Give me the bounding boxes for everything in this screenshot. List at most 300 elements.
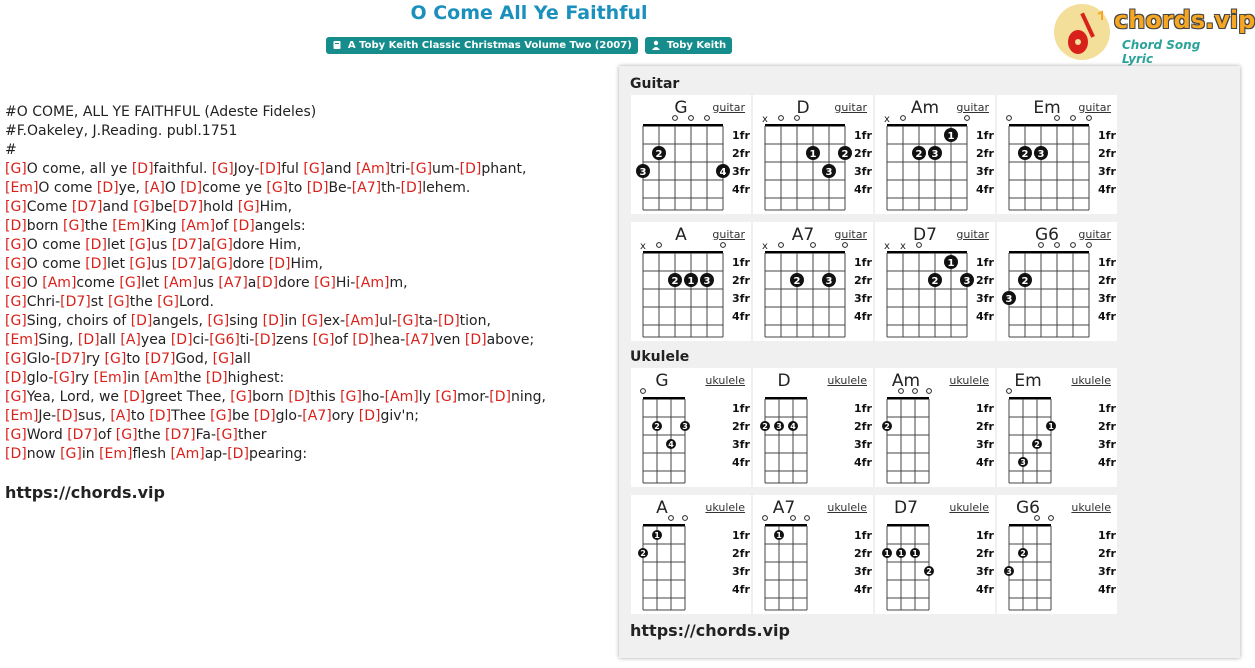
fret-label: 3fr (854, 565, 872, 578)
ukulele-chord-card-d7[interactable] (875, 495, 995, 614)
ukulele-chord-diagram (753, 495, 873, 614)
lyric-line (5, 236, 605, 255)
open-string-marker (641, 389, 646, 394)
finger-number: 2 (884, 422, 890, 431)
muted-string-marker: x (884, 114, 890, 125)
ukulele-chord-diagram (631, 495, 751, 614)
finger-number: 3 (963, 276, 971, 287)
fret-label: 4fr (854, 310, 872, 323)
open-string-marker (763, 516, 768, 521)
fret-label: 2fr (1098, 420, 1116, 433)
open-string-marker (683, 516, 688, 521)
chord-tag[interactable]: [D7] (67, 427, 98, 443)
chord-tag[interactable]: [G] (211, 161, 234, 177)
finger-number: 1 (809, 149, 817, 160)
chord-tag[interactable]: [D] (262, 313, 285, 329)
chord-tag[interactable]: [D7] (171, 237, 203, 253)
chord-tag[interactable]: [D] (77, 332, 100, 348)
lyric-line (5, 103, 605, 122)
chord-tag[interactable]: [Em] (5, 332, 39, 348)
guitar-chord-card-g6[interactable] (997, 222, 1117, 341)
chord-tag[interactable]: [D] (131, 161, 154, 177)
lyric-text: Word (26, 427, 68, 443)
chord-tag[interactable]: [D] (489, 389, 511, 405)
chord-tag[interactable]: [D] (5, 446, 27, 462)
lyric-text: tion, (459, 313, 491, 329)
chord-tag[interactable]: [D] (227, 446, 249, 462)
chord-tag[interactable]: [G] (211, 237, 233, 253)
lyric-text: dore (278, 275, 315, 291)
guitar-link[interactable]: guitar (956, 228, 989, 241)
chord-nut (1009, 397, 1051, 400)
fret-label: 4fr (976, 456, 994, 469)
chord-name: D (796, 98, 810, 118)
lyric-text: all (234, 351, 251, 367)
lyric-line (5, 312, 605, 331)
chord-nut (765, 397, 807, 400)
fret-label: 2fr (976, 147, 994, 160)
lyric-text: Sing, (38, 332, 78, 348)
chord-tag[interactable]: [G] (133, 199, 156, 215)
chord-tag[interactable]: [D] (268, 256, 291, 272)
chord-tag[interactable]: [D] (85, 237, 107, 253)
fret-label: 2fr (854, 420, 872, 433)
chord-tag[interactable]: [G] (5, 199, 27, 215)
muted-string-marker: x (762, 114, 768, 125)
open-string-marker (927, 389, 932, 394)
lyric-text: #O COME, ALL YE FAITHFUL (Adeste Fideles) (5, 104, 317, 120)
chord-tag[interactable]: [G] (312, 332, 335, 348)
ukulele-link[interactable]: ukulele (827, 374, 867, 387)
fret-label: 4fr (732, 456, 750, 469)
chord-tag[interactable]: [G] (230, 389, 253, 405)
chord-tag[interactable]: [G] (216, 427, 238, 443)
chord-tag[interactable]: [D7] (144, 351, 176, 367)
fret-label: 1fr (732, 129, 750, 142)
chord-name: A7 (772, 498, 796, 518)
lyrics-block (5, 103, 605, 464)
fret-label: 1fr (976, 529, 994, 542)
chord-tag[interactable]: [G] (104, 351, 127, 367)
song-badges (0, 35, 1058, 54)
chord-tag[interactable]: [G] (397, 313, 419, 329)
guitar-chord-card-am[interactable] (875, 95, 995, 214)
fret-label: 4fr (854, 456, 872, 469)
fret-label: 2fr (732, 147, 750, 160)
fret-label: 3fr (976, 292, 994, 305)
ukulele-link[interactable]: ukulele (949, 501, 989, 514)
chord-tag[interactable]: [G] (301, 313, 324, 329)
chord-tag[interactable]: [G] (212, 351, 235, 367)
fret-label: 3fr (732, 165, 750, 178)
lyric-text: a (202, 237, 212, 253)
chord-tag[interactable]: [D] (180, 180, 203, 196)
ukulele-section-title: Ukulele (630, 349, 690, 365)
fret-label: 4fr (732, 583, 750, 596)
chord-tag[interactable]: [Em] (112, 218, 146, 234)
chord-tag[interactable]: [Am] (144, 370, 179, 386)
guitar-link[interactable]: guitar (956, 101, 989, 114)
chord-tag[interactable]: [A] (120, 332, 141, 348)
lyric-line (5, 141, 605, 160)
chord-tag[interactable]: [D] (259, 161, 282, 177)
finger-number: 2 (655, 149, 663, 160)
chord-tag[interactable]: [A7] (218, 275, 248, 291)
chord-tag[interactable]: [D] (123, 389, 146, 405)
fret-label: 1fr (976, 256, 994, 269)
open-string-marker (1071, 116, 1076, 121)
chord-tag[interactable]: [G] (5, 237, 27, 253)
lyrics-site-url[interactable]: https://chords.vip (5, 483, 165, 502)
lyric-text: to (288, 180, 307, 196)
fret-label: 3fr (976, 165, 994, 178)
lyric-text: mor- (457, 389, 490, 405)
lyric-text: us (197, 275, 219, 291)
fret-label: 2fr (732, 420, 750, 433)
lyric-text: the (84, 218, 113, 234)
lyric-text: highest: (227, 370, 285, 386)
chord-tag[interactable]: [A] (144, 180, 165, 196)
chord-tag[interactable]: [D7] (165, 427, 196, 443)
lyric-text: and (102, 199, 134, 215)
finger-number: 2 (841, 149, 849, 160)
lyric-text: ap- (204, 446, 228, 462)
lyric-line (5, 122, 605, 141)
chord-name: D (777, 371, 791, 391)
lyric-text: be (155, 199, 173, 215)
lyric-text: and (325, 161, 356, 177)
fret-label: 4fr (1098, 183, 1116, 196)
chord-name: Em (1033, 98, 1061, 118)
chord-tag[interactable]: [Am] (42, 275, 77, 291)
lyric-text: ry (86, 351, 105, 367)
finger-number: 2 (1034, 440, 1040, 449)
chord-tag[interactable]: [G] (435, 389, 458, 405)
chord-tag[interactable]: [Am] (345, 313, 380, 329)
artist-badge[interactable] (645, 37, 732, 54)
muted-string-marker: x (762, 241, 768, 252)
chord-tag[interactable]: [D] (85, 256, 107, 272)
chord-name: Am (891, 371, 921, 391)
finger-number: 1 (898, 549, 904, 558)
fret-label: 3fr (732, 438, 750, 451)
lyric-text: come (76, 275, 120, 291)
guitar-link[interactable]: guitar (1078, 101, 1111, 114)
lyric-text: zens (276, 332, 313, 348)
chord-tag[interactable]: [G] (237, 199, 260, 215)
guitar-chord-card-d7[interactable] (875, 222, 995, 341)
lyric-text: lehem. (422, 180, 471, 196)
lyric-text: hold (203, 199, 238, 215)
chord-tag[interactable]: [D] (130, 313, 153, 329)
ukulele-link[interactable]: ukulele (949, 374, 989, 387)
chord-tag[interactable]: [D] (5, 370, 27, 386)
lyric-text: us (151, 256, 172, 272)
finger-number: 3 (1020, 458, 1026, 467)
chord-tag[interactable]: [G] (5, 313, 27, 329)
lyric-line (5, 407, 605, 426)
fret-label: 2fr (1098, 547, 1116, 560)
finger-number: 2 (671, 276, 679, 287)
chord-tag[interactable]: [G] (63, 218, 85, 234)
guitar-chord-diagram (875, 222, 995, 341)
chord-tag[interactable]: [G] (5, 294, 27, 310)
chord-tag[interactable]: [G] (340, 389, 362, 405)
chord-tag[interactable]: [D] (254, 332, 277, 348)
chord-nut (765, 124, 845, 127)
chord-tag[interactable]: [G] (5, 161, 27, 177)
lyric-text: come ye (202, 180, 267, 196)
chord-tag[interactable]: [G] (157, 294, 179, 310)
finger-number: 1 (687, 276, 695, 287)
fret-label: 3fr (732, 565, 750, 578)
chord-tag[interactable]: [G] (119, 275, 142, 291)
user-icon (651, 40, 661, 50)
chord-tag[interactable]: [G] (115, 427, 138, 443)
lyric-text: Come (26, 199, 72, 215)
lyric-text: born (252, 389, 289, 405)
lyric-text: hea- (374, 332, 406, 348)
chord-tag[interactable]: [G] (266, 180, 289, 196)
chord-tag[interactable]: [D] (459, 161, 482, 177)
guitar-link[interactable]: guitar (834, 228, 867, 241)
chord-tag[interactable]: [G] (410, 161, 433, 177)
lyric-line (5, 217, 605, 236)
song-title: O Come All Ye Faithful (410, 2, 648, 24)
ukulele-link[interactable]: ukulele (827, 501, 867, 514)
open-string-marker (1007, 116, 1012, 121)
chord-tag[interactable]: [A7] (302, 408, 332, 424)
ukulele-chord-card-d[interactable] (753, 368, 873, 487)
chord-tag[interactable]: [D] (400, 180, 423, 196)
finger-number: 2 (654, 422, 660, 431)
ukulele-link[interactable]: ukulele (705, 374, 745, 387)
finger-number: 2 (931, 276, 939, 287)
chord-tag[interactable]: [D] (205, 370, 228, 386)
chord-name: A7 (791, 225, 815, 245)
lyric-text: phant, (481, 161, 527, 177)
artist-badge-label: Toby Keith (666, 39, 727, 51)
chord-tag[interactable]: [Am] (384, 389, 419, 405)
chord-tag[interactable]: [D] (256, 275, 279, 291)
chord-tag[interactable]: [D] (253, 408, 276, 424)
chord-tag[interactable]: [G] (5, 389, 27, 405)
fret-label: 4fr (732, 183, 750, 196)
chord-tag[interactable]: [G] (207, 313, 230, 329)
ukulele-link[interactable]: ukulele (705, 501, 745, 514)
chord-tag[interactable]: [D] (149, 408, 172, 424)
lyric-text: ning, (511, 389, 546, 405)
lyric-text: tri- (390, 161, 411, 177)
chord-tag[interactable]: [D7] (60, 294, 91, 310)
guitar-link[interactable]: guitar (834, 101, 867, 114)
finger-number: 4 (790, 422, 796, 431)
open-string-marker (721, 243, 726, 248)
chord-tag[interactable]: [Am] (355, 275, 390, 291)
guitar-chord-card-em[interactable] (997, 95, 1117, 214)
ukulele-chord-diagram (753, 368, 873, 487)
chord-tag[interactable]: [G] (303, 161, 326, 177)
chord-tag[interactable]: [Em] (93, 370, 128, 386)
chord-tag[interactable]: [A] (110, 408, 131, 424)
open-string-marker (657, 243, 662, 248)
chord-tag[interactable]: [A7] (405, 332, 435, 348)
fret-label: 4fr (976, 183, 994, 196)
lyric-text: O come (26, 256, 86, 272)
chord-tag[interactable]: [D] (306, 180, 329, 196)
chord-tag[interactable]: [G] (5, 427, 27, 443)
lyric-text: um- (432, 161, 460, 177)
chord-nut (1009, 524, 1051, 527)
guitar-chord-card-a[interactable] (631, 222, 751, 341)
ukulele-chord-diagram (631, 368, 751, 487)
finger-number: 3 (825, 276, 833, 287)
lyric-text: Sing, choirs of (26, 313, 131, 329)
fret-label: 1fr (1098, 129, 1116, 142)
fret-label: 2fr (1098, 274, 1116, 287)
lyric-text: Be- (328, 180, 352, 196)
chord-tag[interactable]: [G] (108, 294, 130, 310)
chord-tag[interactable]: [D7] (55, 351, 87, 367)
panel-site-url[interactable]: https://chords.vip (630, 621, 790, 640)
guitar-chord-card-a7[interactable] (753, 222, 873, 341)
ukulele-link[interactable]: ukulele (1071, 374, 1111, 387)
ukulele-chord-card-g[interactable] (631, 368, 751, 487)
lyric-text: yea (140, 332, 171, 348)
lyric-text: dore Him, (232, 237, 302, 253)
lyric-text: Joy- (233, 161, 260, 177)
lyric-line (5, 426, 605, 445)
lyric-text: th- (381, 180, 401, 196)
lyric-text: ul- (379, 313, 398, 329)
chord-name: Am (910, 98, 940, 118)
lyric-text: ex- (323, 313, 346, 329)
chord-tag[interactable]: [D] (233, 218, 255, 234)
finger-number: 2 (1021, 276, 1029, 287)
fret-label: 1fr (732, 402, 750, 415)
guitar-link[interactable]: guitar (712, 228, 745, 241)
chord-tag[interactable]: [D7] (71, 199, 103, 215)
ukulele-link[interactable]: ukulele (1071, 501, 1111, 514)
lyric-text: O come (38, 180, 97, 196)
fret-label: 2fr (732, 547, 750, 560)
chord-tag[interactable]: [D] (56, 408, 78, 424)
ukulele-chord-card-em[interactable] (997, 368, 1117, 487)
finger-number: 1 (912, 549, 918, 558)
lyric-text: angels, (152, 313, 208, 329)
chord-tag[interactable]: [G] (210, 408, 232, 424)
ukulele-chord-card-g6[interactable] (997, 495, 1117, 614)
fret-label: 3fr (976, 438, 994, 451)
chord-tag[interactable]: [D] (358, 408, 381, 424)
chord-tag[interactable]: [D] (96, 180, 119, 196)
chord-tag[interactable]: [G] (129, 237, 152, 253)
site-logo[interactable] (1054, 4, 1255, 66)
fret-label: 4fr (1098, 583, 1116, 596)
chord-tag[interactable]: [G] (5, 256, 27, 272)
lyric-text: the (129, 294, 158, 310)
lyric-text: # (5, 142, 17, 158)
guitar-link[interactable]: guitar (1078, 228, 1111, 241)
chord-tag[interactable]: [G] (314, 275, 336, 291)
lyric-text: in (127, 370, 145, 386)
ukulele-chord-card-a[interactable] (631, 495, 751, 614)
lyric-text: Yea, Lord, we (26, 389, 124, 405)
chord-tag[interactable]: [D] (170, 332, 193, 348)
chord-tag[interactable]: [D7] (171, 256, 203, 272)
chord-tag[interactable]: [Em] (99, 446, 133, 462)
chord-tag[interactable]: [G] (5, 351, 27, 367)
lyric-text: pearing: (248, 446, 308, 462)
lyric-text: of (97, 427, 116, 443)
fret-label: 1fr (854, 402, 872, 415)
lyric-text: us (151, 237, 172, 253)
finger-number: 1 (947, 131, 955, 142)
ukulele-chord-card-am[interactable] (875, 368, 995, 487)
album-badge[interactable] (326, 37, 638, 54)
chord-tag[interactable]: [D] (437, 313, 460, 329)
chord-tag[interactable]: [G] (60, 446, 82, 462)
chord-name: G (655, 371, 669, 391)
chord-tag[interactable]: [G6] (209, 332, 240, 348)
lyric-text: ful (281, 161, 304, 177)
chord-tag[interactable]: [Am] (170, 446, 205, 462)
chord-tag[interactable]: [Am] (355, 161, 391, 177)
ukulele-chord-diagram (997, 495, 1117, 614)
open-string-marker (1087, 243, 1092, 248)
fret-label: 2fr (976, 547, 994, 560)
lyric-line (5, 350, 605, 369)
lyric-text: giv'n; (380, 408, 419, 424)
chord-tag[interactable]: [G] (53, 370, 76, 386)
fret-label: 3fr (1098, 292, 1116, 305)
lyric-text: angels: (254, 218, 306, 234)
lyric-text: ti- (239, 332, 255, 348)
chord-nut (1009, 124, 1089, 127)
chord-tag[interactable]: [D7] (172, 199, 204, 215)
chord-tag[interactable]: [Am] (163, 275, 198, 291)
ukulele-chord-card-a7[interactable] (753, 495, 873, 614)
lyric-text: ta- (418, 313, 438, 329)
chord-tag[interactable]: [G] (211, 256, 233, 272)
guitar-chord-card-g[interactable] (631, 95, 751, 214)
chord-tag[interactable]: [Em] (5, 180, 39, 196)
guitar-link[interactable]: guitar (712, 101, 745, 114)
chord-tag[interactable]: [G] (5, 275, 27, 291)
album-badge-label: A Toby Keith Classic Christmas Volume Two (2007) (347, 39, 632, 51)
chord-tag[interactable]: [D] (352, 332, 375, 348)
lyric-line (5, 198, 605, 217)
chord-nut (643, 397, 685, 400)
chord-tag[interactable]: [D] (5, 218, 27, 234)
finger-number: 2 (793, 276, 801, 287)
guitar-chord-card-d[interactable] (753, 95, 873, 214)
guitar-chord-diagram (753, 95, 873, 214)
chord-tag[interactable]: [Am] (180, 218, 216, 234)
lyric-text: to (126, 351, 145, 367)
chord-tag[interactable]: [G] (129, 256, 152, 272)
open-string-marker (779, 116, 784, 121)
chord-tag[interactable]: [D] (288, 389, 311, 405)
fret-label: 4fr (854, 183, 872, 196)
chord-tag[interactable]: [A7] (351, 180, 382, 196)
guitar-chord-diagram (631, 95, 751, 214)
lyric-text: the (178, 370, 206, 386)
chord-diagram-panel (619, 66, 1240, 658)
fret-label: 2fr (854, 547, 872, 560)
chord-tag[interactable]: [D] (464, 332, 487, 348)
chord-tag[interactable]: [Em] (5, 408, 39, 424)
